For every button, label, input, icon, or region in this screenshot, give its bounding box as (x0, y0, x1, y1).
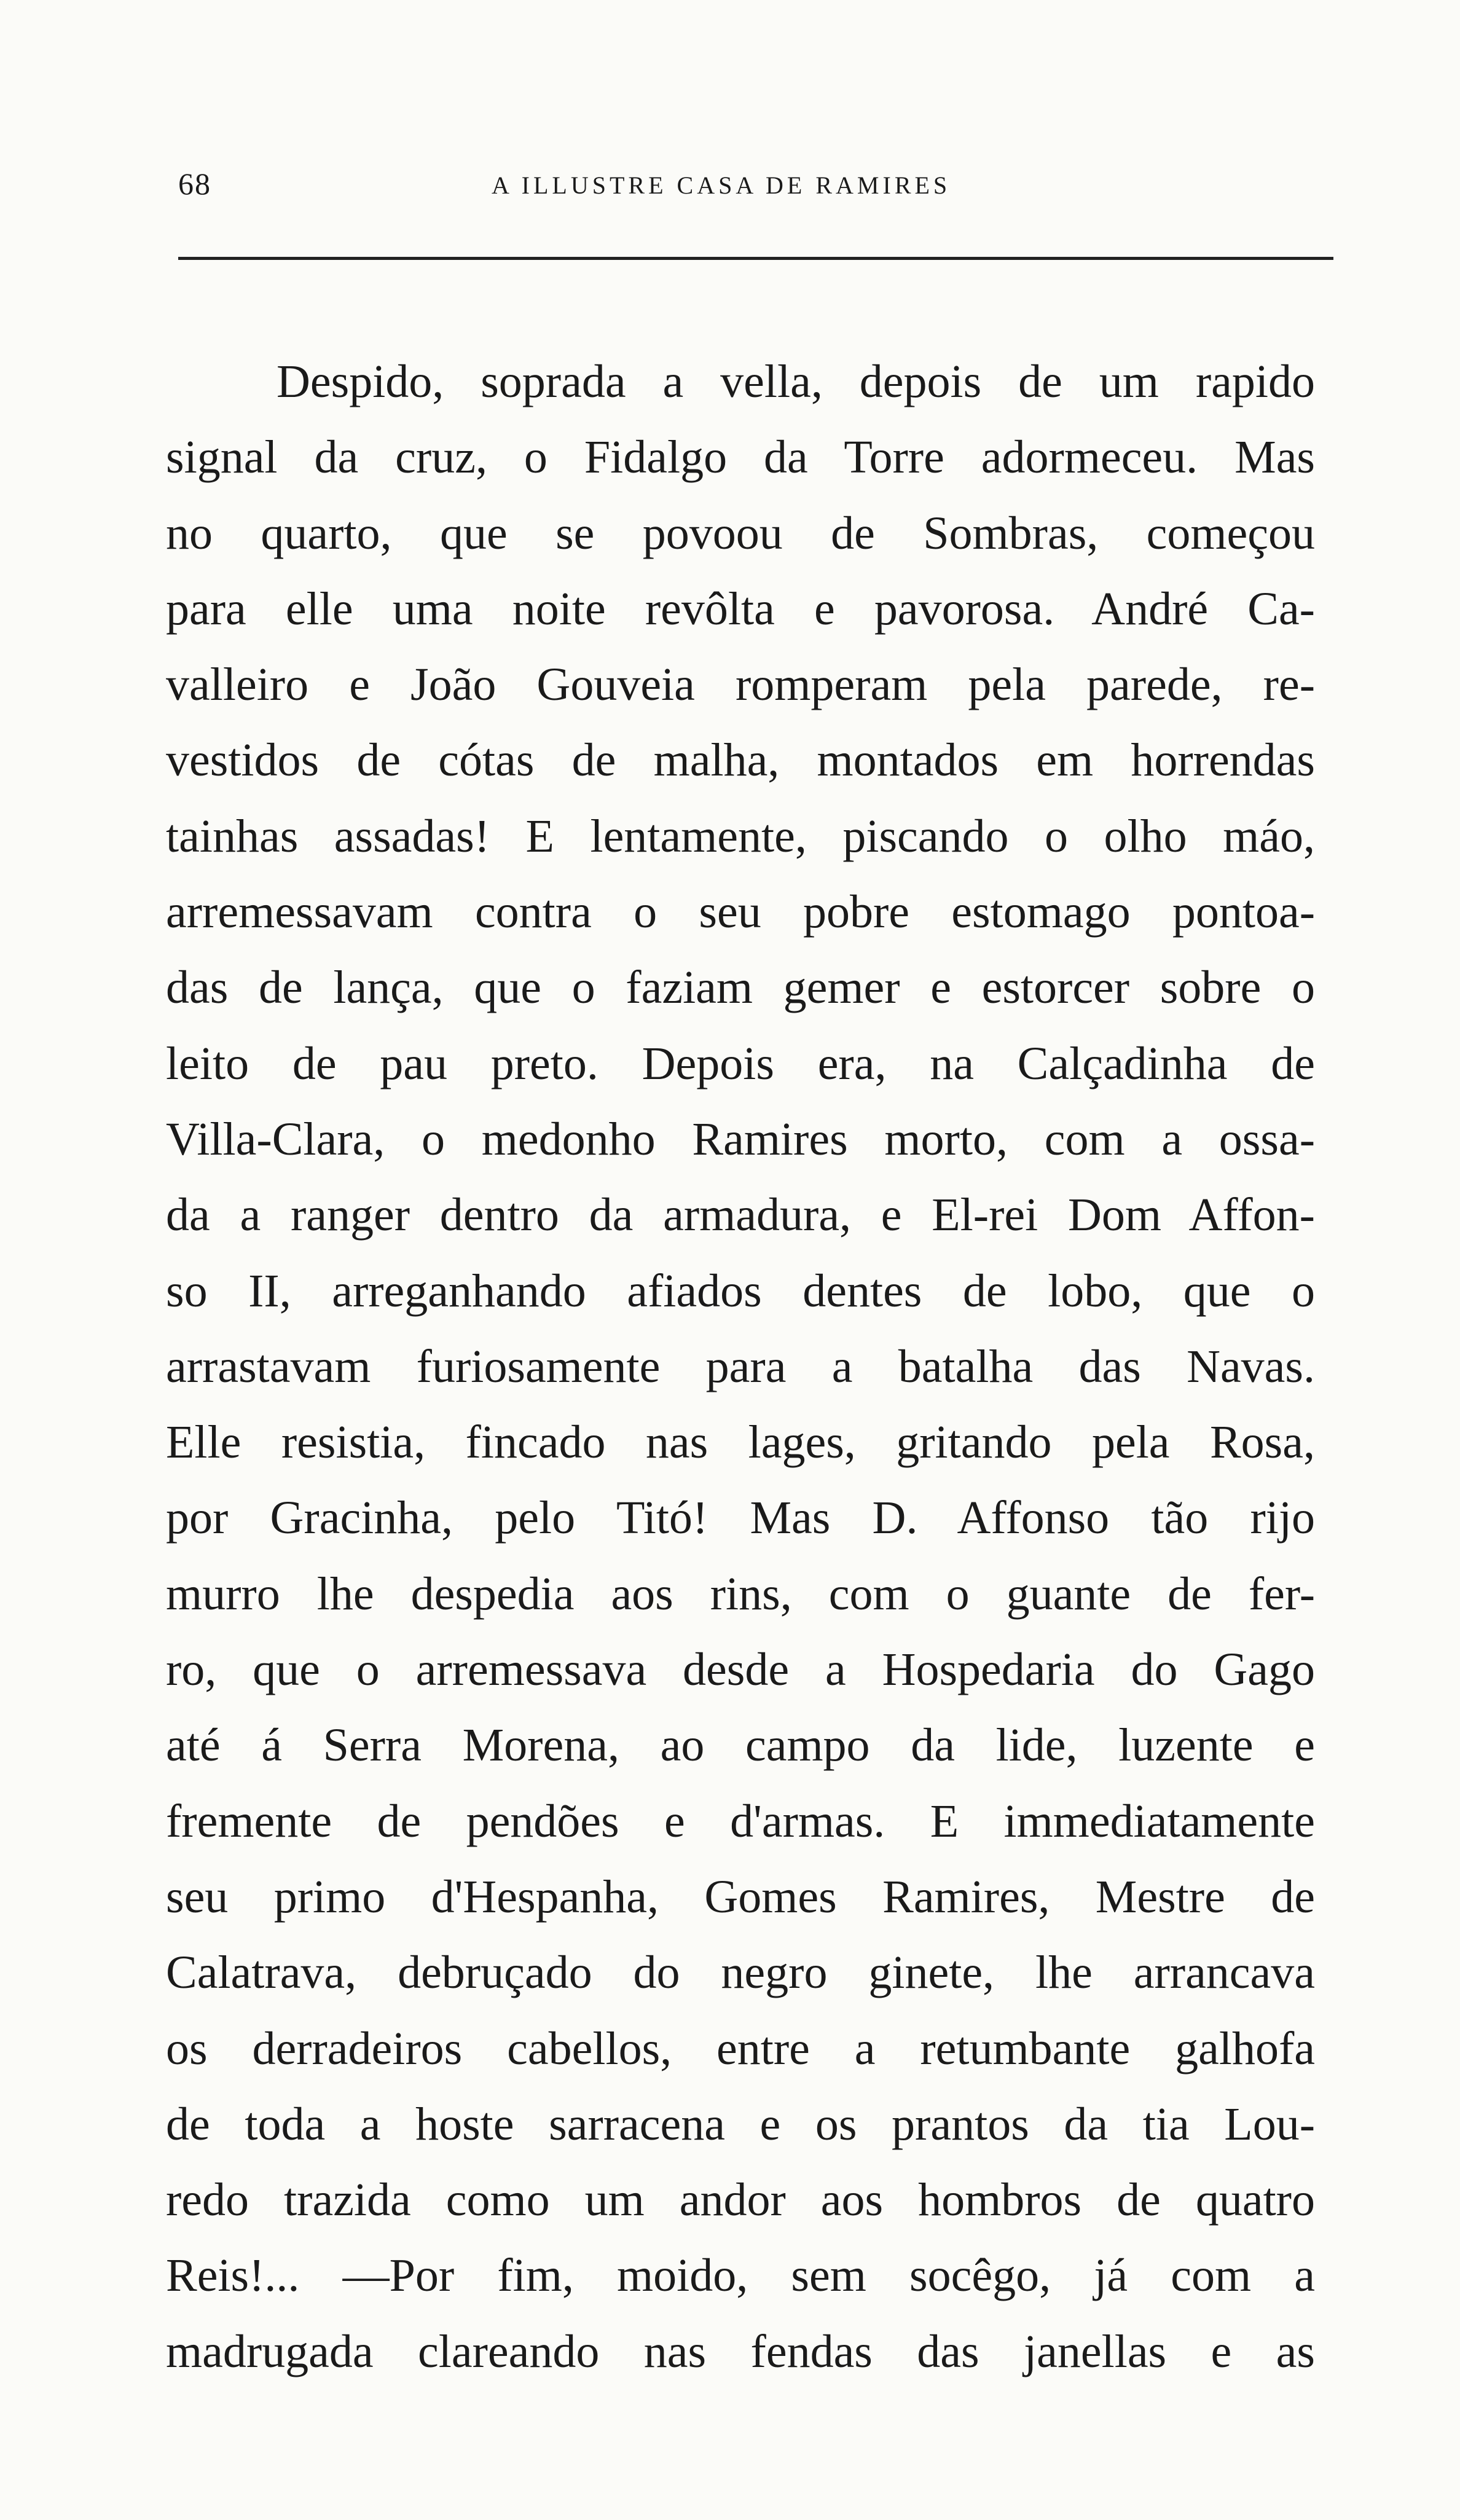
text-line: Calatrava, debruçado do negro ginete, lhe arrancava (166, 1947, 1315, 1999)
text-line: signal da cruz, o Fidalgo da Torre adormeceu. Mas (166, 431, 1315, 484)
text-line: da a ranger dentro da armadura, e El-rei Dom Affon- (166, 1189, 1315, 1241)
text-line: seu primo d'Hespanha, Gomes Ramires, Mestre de (166, 1870, 1315, 1923)
text-line: so II, arreganhando afiados dentes de lobo, que o (166, 1265, 1315, 1317)
page-header (178, 166, 1346, 221)
text-line: no quarto, que se povoou de Sombras, começou (166, 507, 1315, 559)
text-line: até á Serra Morena, ao campo da lide, luzente e (166, 1719, 1315, 1772)
text-line: tainhas assadas! E lentamente, piscando o olho máo, (166, 810, 1315, 862)
text-line: Despido, soprada a vella, depois de um rapido (277, 356, 1315, 407)
text-line: madrugada clareando nas fendas das janellas e as (166, 2325, 1315, 2377)
text-line: redo trazida como um andor aos hombros de quatro (166, 2174, 1315, 2226)
text-line: Villa-Clara, o medonho Ramires morto, com a ossa- (166, 1113, 1315, 1165)
text-line: os derradeiros cabellos, entre a retumbante galhofa (166, 2022, 1315, 2074)
text-line: leito de pau preto. Depois era, na Calçadinha de (166, 1037, 1315, 1089)
text-line: por Gracinha, pelo Titó! Mas D. Affonso tão rijo (166, 1492, 1315, 1544)
text-line: arrastavam furiosamente para a batalha das Navas. (166, 1340, 1315, 1392)
text-line: valleiro e João Gouveia romperam pela parede, re- (166, 659, 1315, 711)
text-line: para elle uma noite revôlta e pavorosa. André Ca- (166, 583, 1315, 635)
text-line: de toda a hoste sarracena e os prantos da tia Lou- (166, 2098, 1315, 2150)
body-text (166, 344, 1315, 2390)
text-line: vestidos de cótas de malha, montados em horrendas (166, 734, 1315, 787)
header-rule (178, 257, 1333, 260)
text-line: das de lança, que o faziam gemer e estorcer sobre o (166, 962, 1315, 1014)
text-line: arremessavam contra o seu pobre estomago pontoa- (166, 886, 1315, 938)
page-number: 68 (178, 167, 211, 201)
text-line: Elle resistia, fincado nas lages, gritando pela Rosa, (166, 1416, 1315, 1469)
text-line: Reis!... —Por fim, moido, sem socêgo, já com a (166, 2250, 1315, 2302)
text-line: murro lhe despedia aos rins, com o guante de fer- (166, 1568, 1315, 1620)
running-title: A ILLUSTRE CASA DE RAMIRES (492, 171, 951, 199)
text-line: fremente de pendões e d'armas. E immediatamente (166, 1795, 1315, 1847)
text-line: ro, que o arremessava desde a Hospedaria do Gago (166, 1644, 1315, 1696)
